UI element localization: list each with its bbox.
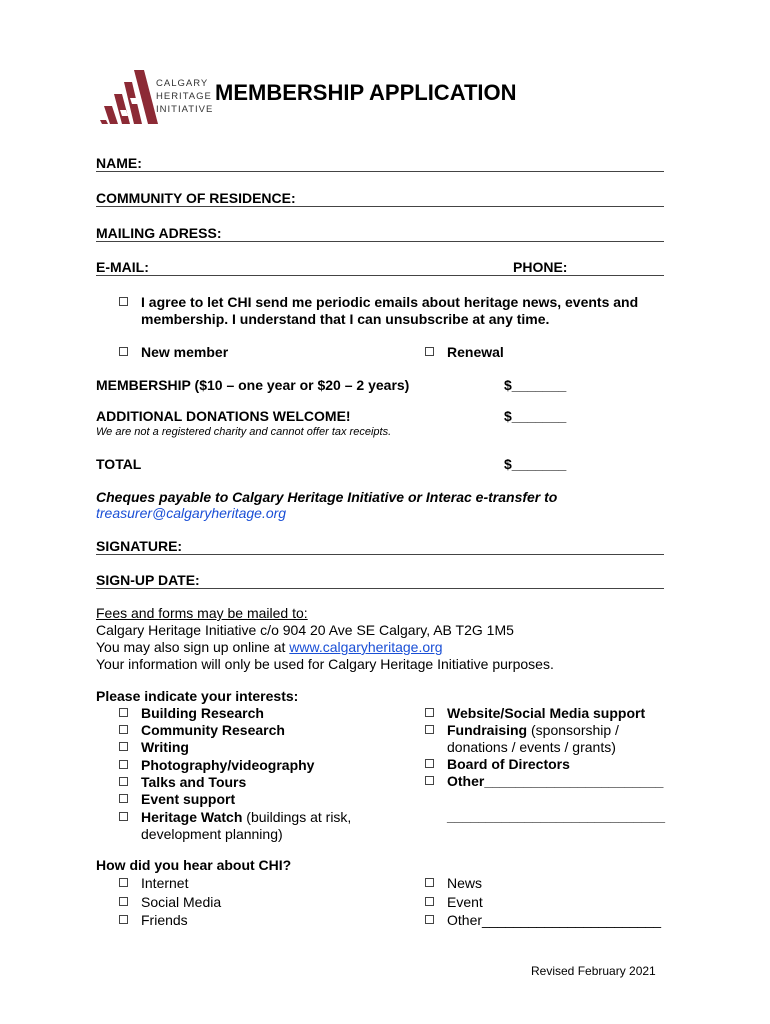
hear-friends: Friends [141,912,188,928]
new-member-checkbox[interactable] [119,347,128,356]
interest-building-research: Building Research [141,705,264,721]
renewal-label: Renewal [447,344,504,360]
interest-checkbox-talks-tours[interactable] [119,777,128,786]
mailing-address: Calgary Heritage Initiative c/o 904 20 Ave SE Calgary, AB T2G 1M5 [96,622,514,638]
fundraising-detail: (sponsorship / [527,722,619,738]
email-phone-field[interactable] [96,275,664,276]
consent-line-1: I agree to let CHI send me periodic emails about heritage news, events and [141,294,639,310]
interest-writing: Writing [141,739,189,755]
email-label: E-MAIL: [96,259,149,275]
community-field[interactable] [96,206,664,207]
interest-event-support: Event support [141,791,236,807]
donations-label: ADDITIONAL DONATIONS WELCOME! [96,408,351,424]
donations-amount[interactable]: $_______ [504,408,567,424]
hear-checkbox-internet[interactable] [119,878,128,887]
interest-other[interactable]: Other_______________________ [447,773,664,789]
interest-checkbox-writing[interactable] [119,742,128,751]
logo [100,68,214,126]
membership-label: MEMBERSHIP ($10 – one year or $20 – 2 years) [96,377,410,393]
signature-field[interactable] [96,554,664,555]
hear-internet: Internet [141,875,189,891]
hear-checkbox-friends[interactable] [119,915,128,924]
page-title: MEMBERSHIP APPLICATION [215,80,517,105]
logo-triangles-icon [100,68,158,126]
fundraising-detail-2: donations / events / grants) [447,739,616,755]
interest-checkbox-event-support[interactable] [119,794,128,803]
interest-heritage-watch [141,809,351,825]
revised-date: Revised February 2021 [531,964,656,978]
interest-community-research: Community Research [141,722,285,738]
logo-line-2: HERITAGE [156,91,212,102]
mailing-heading: Fees and forms may be mailed to: [96,605,308,621]
interest-photography: Photography/videography [141,757,315,773]
interest-checkbox-photography[interactable] [119,760,128,769]
name-label: NAME: [96,155,142,171]
name-field[interactable] [96,171,664,172]
new-member-label: New member [141,344,229,360]
hear-other[interactable]: Other_______________________ [447,912,662,928]
privacy-note: Your information will only be used for Calgary Heritage Initiative purposes. [96,656,554,672]
interest-checkbox-board[interactable] [425,759,434,768]
signup-date-label: SIGN-UP DATE: [96,572,200,588]
interest-website: Website/Social Media support [447,705,646,721]
logo-line-3: INITIATIVE [156,104,214,115]
heritage-watch-detail: (buildings at risk, [242,809,352,825]
hear-checkbox-news[interactable] [425,878,434,887]
payment-instructions: Cheques payable to Calgary Heritage Initiative or Interac e-transfer to [96,489,558,505]
donations-note: We are not a registered charity and cannot offer tax receipts. [96,426,392,438]
signup-date-field[interactable] [96,588,664,589]
hear-heading: How did you hear about CHI? [96,857,292,873]
total-label: TOTAL [96,456,142,472]
treasurer-email[interactable]: treasurer@calgaryheritage.org [96,505,287,521]
interest-checkbox-fundraising[interactable] [425,725,434,734]
community-label: COMMUNITY OF RESIDENCE: [96,190,296,206]
hear-social-media: Social Media [141,894,222,910]
interest-checkbox-other[interactable] [425,776,434,785]
interest-talks-tours: Talks and Tours [141,774,247,790]
website-link[interactable]: www.calgaryheritage.org [289,639,443,655]
logo-line-1: CALGARY [156,78,209,89]
consent-line-2: membership. I understand that I can unsubscribe at any time. [141,311,550,327]
online-prefix: You may also sign up online at [96,639,290,655]
logo-text [156,77,213,116]
heritage-watch-title: Heritage Watch [141,809,243,825]
membership-amount[interactable]: $_______ [504,377,567,393]
fundraising-title: Fundraising [447,722,528,738]
interest-checkbox-community-research[interactable] [119,725,128,734]
hear-event: Event [447,894,483,910]
mailing-label: MAILING ADRESS: [96,225,222,241]
hear-checkbox-event[interactable] [425,897,434,906]
online-signup [96,639,443,655]
interest-checkbox-building-research[interactable] [119,708,128,717]
interest-board: Board of Directors [447,756,570,772]
hear-news: News [447,875,483,891]
total-amount[interactable]: $_______ [504,456,567,472]
signature-label: SIGNATURE: [96,538,183,554]
hear-checkbox-other[interactable] [425,915,434,924]
mailing-field[interactable] [96,241,664,242]
consent-checkbox[interactable] [119,297,128,306]
heritage-watch-detail-2: development planning) [141,826,283,842]
interest-other-line-2[interactable]: ____________________________ [447,808,666,824]
interest-checkbox-website[interactable] [425,708,434,717]
phone-label: PHONE: [513,259,568,275]
interest-fundraising [447,722,619,738]
interest-checkbox-heritage-watch[interactable] [119,812,128,821]
hear-checkbox-social-media[interactable] [119,897,128,906]
interests-heading: Please indicate your interests: [96,688,299,704]
renewal-checkbox[interactable] [425,347,434,356]
